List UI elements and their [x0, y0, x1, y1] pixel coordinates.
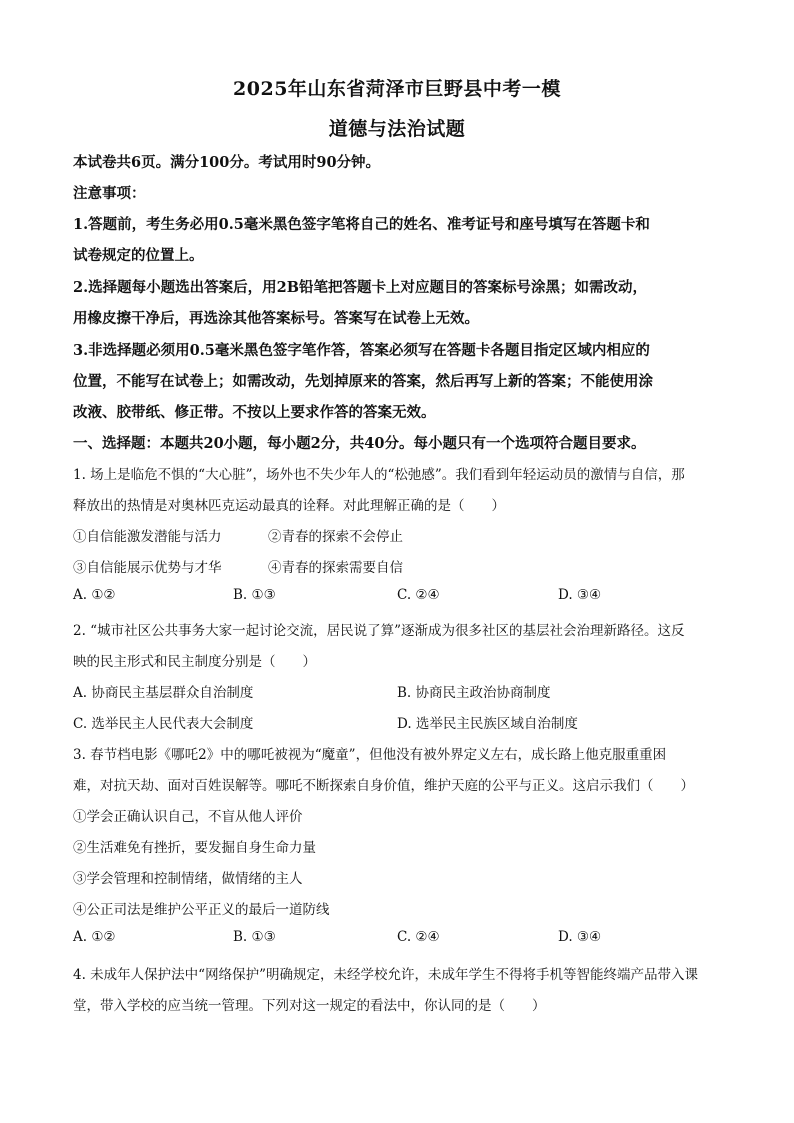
notes-heading: 注意事项：: [73, 185, 146, 202]
question-2-option-c: C. 选举民主人民代表大会制度: [73, 716, 254, 732]
note-3-line-1: 3.非选择题必须用0.5毫米黑色签字笔作答，答案必须写在答题卡各题目指定区域内相应的: [73, 342, 650, 359]
question-4-stem-line-2: 堂，带入学校的应当统一管理。下列对这一规定的看法中，你认同的是（ ）: [73, 998, 546, 1014]
question-1-option-b: B. ①③: [233, 587, 276, 603]
question-3-option-d: D. ③④: [558, 929, 602, 945]
question-2-stem-line-2: 映的民主形式和民主制度分别是（ ）: [73, 654, 316, 670]
note-2-line-2: 用橡皮擦干净后，再选涂其他答案标号。答案写在试卷上无效。: [73, 310, 479, 327]
question-3-statement-1: ①学会正确认识自己，不盲从他人评价: [73, 809, 303, 825]
section-heading: 一、选择题：本题共20小题，每小题2分，共40分。每小题只有一个选项符合题目要求。: [73, 435, 646, 452]
question-1-option-a: A. ①②: [73, 587, 116, 603]
question-3-statement-2: ②生活难免有挫折，要发掘自身生命力量: [73, 840, 316, 856]
question-1-option-d: D. ③④: [558, 587, 602, 603]
note-3-line-3: 改液、胶带纸、修正带。不按以上要求作答的答案无效。: [73, 404, 436, 421]
question-1-statement-3: ③自信能展示优势与才华: [73, 560, 222, 576]
question-2-option-d: D. 选举民主民族区域自治制度: [397, 716, 578, 732]
exam-subtitle: 道德与法治试题: [328, 118, 466, 140]
question-2-stem-line-1: 2. “城市社区公共事务大家一起讨论交流，居民说了算”逐渐成为很多社区的基层社会治理新路径。这反: [73, 623, 685, 639]
question-3-option-b: B. ①③: [233, 929, 276, 945]
question-4-stem-line-1: 4. 未成年人保护法中“网络保护”明确规定，未经学校允许，未成年学生不得将手机等智能终端产品带入课: [73, 967, 698, 983]
question-2-option-b: B. 协商民主政治协商制度: [397, 685, 551, 701]
question-3-option-c: C. ②④: [397, 929, 440, 945]
exam-title: 2025年山东省菏泽市巨野县中考一模: [233, 78, 561, 100]
question-1-stem-line-1: 1. 场上是临危不惧的“大心脏”，场外也不失少年人的“松弛感”。我们看到年轻运动员的激情与自信，那: [73, 467, 685, 483]
note-1-line-1: 1.答题前，考生务必用0.5毫米黑色签字笔将自己的姓名、准考证号和座号填写在答题卡和: [73, 216, 650, 233]
question-1-statement-2: ②青春的探索不会停止: [268, 529, 403, 545]
question-3-stem-line-1: 3. 春节档电影《哪吒2》中的哪吒被视为“魔童”，但他没有被外界定义左右，成长路上他克服重重困: [73, 747, 667, 763]
question-1-statement-1: ①自信能激发潜能与活力: [73, 529, 222, 545]
note-1-line-2: 试卷规定的位置上。: [73, 247, 204, 264]
note-2-line-1: 2.选择题每小题选出答案后，用2B铅笔把答题卡上对应题目的答案标号涂黑；如需改动，: [73, 279, 647, 296]
question-3-stem-line-2: 难，对抗天劫、面对百姓误解等。哪吒不断探索自身价值，维护天庭的公平与正义。这启示我们（ ）: [73, 778, 694, 794]
question-3-statement-4: ④公正司法是维护公平正义的最后一道防线: [73, 902, 330, 918]
question-2-option-a: A. 协商民主基层群众自治制度: [73, 685, 254, 701]
question-3-option-a: A. ①②: [73, 929, 116, 945]
question-1-stem-line-2: 释放出的热情是对奥林匹克运动最真的诠释。对此理解正确的是（ ）: [73, 498, 505, 514]
exam-summary: 本试卷共6页。满分100分。考试用时90分钟。: [73, 154, 381, 171]
question-1-option-c: C. ②④: [397, 587, 440, 603]
question-3-statement-3: ③学会管理和控制情绪，做情绪的主人: [73, 871, 303, 887]
note-3-line-2: 位置，不能写在试卷上；如需改动，先划掉原来的答案，然后再写上新的答案；不能使用涂: [73, 373, 653, 390]
question-1-statement-4: ④青春的探索需要自信: [268, 560, 403, 576]
